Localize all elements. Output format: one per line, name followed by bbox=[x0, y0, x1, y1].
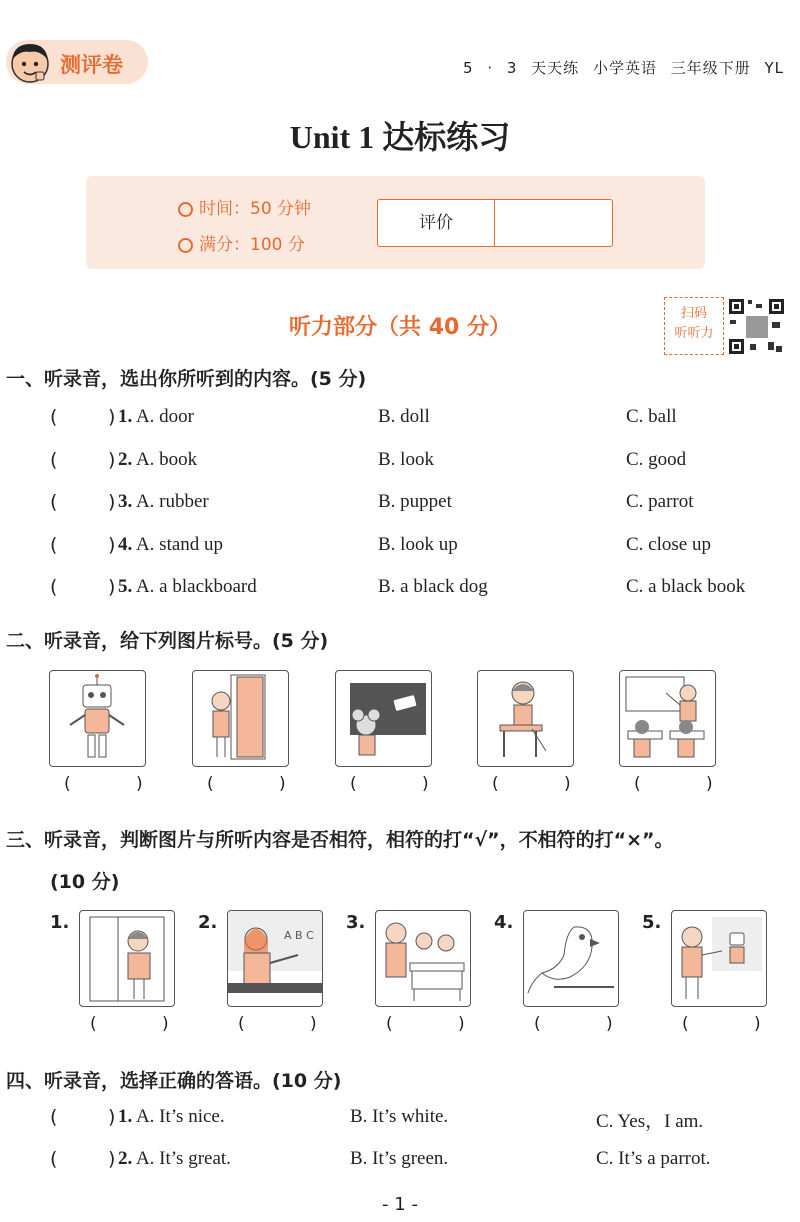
question-2-title: 二、听录音，给下列图片标号。(5 分) bbox=[6, 630, 329, 652]
page-title: Unit 1 达标练习 bbox=[289, 119, 511, 155]
q1-item-5: ( ) 5. A. a blackboard B. a black dog C. a black book bbox=[50, 576, 746, 598]
q1-item-2: ( ) 2. A. book B. look C. good bbox=[50, 449, 687, 471]
students-at-desk-illustration bbox=[376, 911, 470, 1006]
q3-picture-4 bbox=[523, 910, 619, 1007]
full-score: 满分：100 分 bbox=[178, 230, 305, 255]
listening-section-heading: 听力部分（共 40 分） bbox=[289, 315, 511, 340]
q2-answer-blank-4[interactable]: ( ) bbox=[492, 774, 601, 794]
question-4-title: 四、听录音，选择正确的答语。(10 分) bbox=[6, 1070, 342, 1092]
option-b: B. It’s white. bbox=[350, 1106, 449, 1127]
q3-number-5: 5. bbox=[642, 912, 662, 933]
check-icon bbox=[178, 238, 193, 253]
q3-number-1: 1. bbox=[50, 912, 70, 933]
answer-blank-open[interactable]: ( bbox=[50, 449, 58, 471]
teacher-classroom-illustration bbox=[620, 671, 715, 766]
student-avatar-icon bbox=[6, 38, 54, 86]
option-b: B. a black dog bbox=[378, 576, 488, 597]
q3-answer-blank-4[interactable]: ( ) bbox=[534, 1014, 643, 1034]
scan-to-listen-label: 扫码 听听力 bbox=[664, 297, 724, 355]
answer-blank-open[interactable]: ( bbox=[50, 1106, 58, 1128]
boy-sitting-illustration bbox=[478, 671, 573, 766]
q3-number-2: 2. bbox=[198, 912, 218, 933]
answer-blank-open[interactable]: ( bbox=[50, 491, 58, 513]
q1-item-4: ( ) 4. A. stand up B. look up C. close up bbox=[50, 534, 711, 556]
answer-blank-open[interactable]: ( bbox=[50, 406, 58, 428]
q2-answer-blank-1[interactable]: ( ) bbox=[64, 774, 173, 794]
option-b: B. look up bbox=[378, 534, 458, 555]
q3-number-3: 3. bbox=[346, 912, 366, 933]
robot-illustration bbox=[50, 671, 145, 766]
q2-picture-robot bbox=[49, 670, 146, 767]
option-c: C. parrot bbox=[626, 491, 694, 512]
q3-number-4: 4. bbox=[494, 912, 514, 933]
answer-blank-open[interactable]: ( bbox=[50, 1148, 58, 1170]
option-c: C. Yes，I am. bbox=[596, 1111, 704, 1132]
teacher-at-blackboard-illustration bbox=[228, 911, 322, 1006]
q3-picture-1 bbox=[79, 910, 175, 1007]
svg-text:A B C: A B C bbox=[284, 929, 314, 942]
option-c: C. It’s a parrot. bbox=[596, 1148, 711, 1169]
parrot-illustration bbox=[524, 911, 618, 1006]
q1-item-1: ( ) 1. A. door B. doll C. ball bbox=[50, 406, 677, 428]
question-1-title: 一、听录音，选出你所听到的内容。(5 分) bbox=[6, 368, 367, 390]
badge-label: 测评卷 bbox=[60, 53, 123, 77]
q3-picture-3 bbox=[375, 910, 471, 1007]
q4-item-1: ( ) 1. A. It’s nice. B. It’s white. C. Yes，I am. bbox=[50, 1106, 704, 1132]
clock-icon bbox=[178, 202, 193, 217]
option-b: B. puppet bbox=[378, 491, 452, 512]
q3-answer-blank-1[interactable]: ( ) bbox=[90, 1014, 199, 1034]
q2-answer-blank-3[interactable]: ( ) bbox=[350, 774, 459, 794]
mouse-with-eraser-illustration bbox=[336, 671, 431, 766]
q2-picture-mouse-eraser bbox=[335, 670, 432, 767]
option-b: B. doll bbox=[378, 406, 430, 427]
q3-answer-blank-5[interactable]: ( ) bbox=[682, 1014, 791, 1034]
option-b: B. It’s green. bbox=[350, 1148, 449, 1169]
q2-answer-blank-5[interactable]: ( ) bbox=[634, 774, 743, 794]
girl-with-robot-illustration bbox=[672, 911, 766, 1006]
option-c: C. a black book bbox=[626, 576, 746, 597]
time-limit: 时间：50 分钟 bbox=[178, 194, 311, 219]
boy-at-door-illustration bbox=[80, 911, 174, 1006]
qr-code-icon[interactable] bbox=[728, 298, 785, 355]
q3-answer-blank-2[interactable]: ( ) bbox=[238, 1014, 347, 1034]
q1-item-3: ( ) 3. A. rubber B. puppet C. parrot bbox=[50, 491, 694, 513]
option-c: C. ball bbox=[626, 406, 677, 427]
q2-picture-open-door bbox=[192, 670, 289, 767]
q3-picture-5 bbox=[671, 910, 767, 1007]
option-c: C. good bbox=[626, 449, 687, 470]
book-series-label: 5 · 3 天天练 小学英语 三年级下册 YL bbox=[463, 59, 784, 77]
option-b: B. look bbox=[378, 449, 434, 470]
question-3-score: (10 分) bbox=[50, 871, 120, 893]
q2-picture-classroom bbox=[619, 670, 716, 767]
q3-answer-blank-3[interactable]: ( ) bbox=[386, 1014, 495, 1034]
girl-opening-door-illustration bbox=[193, 671, 288, 766]
answer-blank-open[interactable]: ( bbox=[50, 576, 58, 598]
evaluation-label: 评价 bbox=[378, 200, 495, 246]
evaluation-box[interactable] bbox=[377, 199, 613, 247]
answer-blank-open[interactable]: ( bbox=[50, 534, 58, 556]
q2-picture-boy-sitting bbox=[477, 670, 574, 767]
question-3-title: 三、听录音，判断图片与所听内容是否相符，相符的打“√”，不相符的打“×”。 bbox=[6, 829, 674, 851]
option-c: C. close up bbox=[626, 534, 711, 555]
q2-answer-blank-2[interactable]: ( ) bbox=[207, 774, 316, 794]
q3-picture-2 bbox=[227, 910, 323, 1007]
page-number: - 1 - bbox=[382, 1194, 418, 1215]
q4-item-2: ( ) 2. A. It’s great. B. It’s green. C. It’s a parrot. bbox=[50, 1148, 711, 1170]
